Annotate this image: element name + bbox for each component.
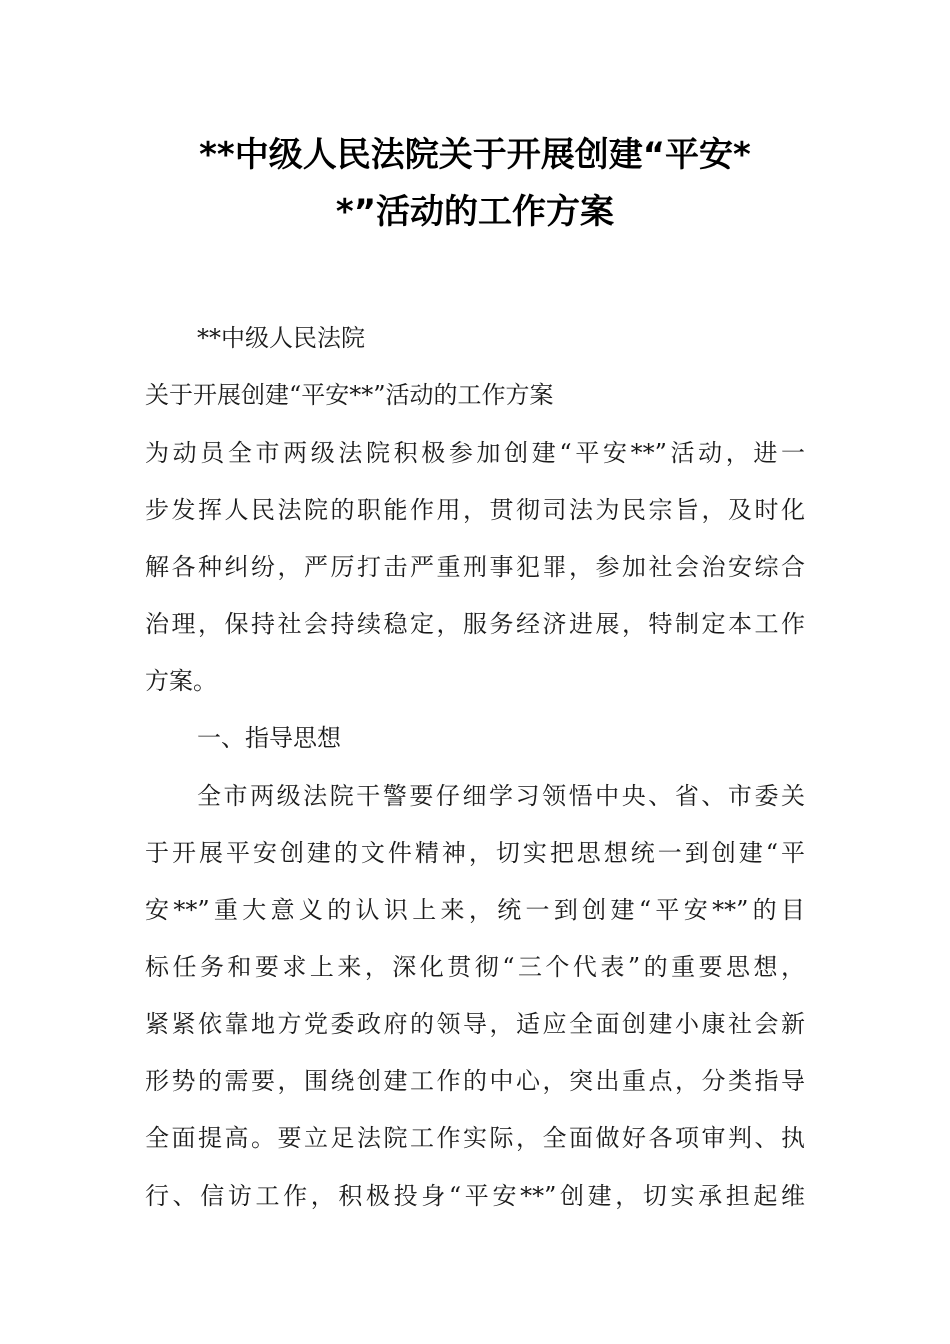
body-text-line: 于开展平安创建的文件精神，切实把思想统一到创建“平 xyxy=(145,839,805,867)
document-title-line-2: *”活动的工作方案 xyxy=(335,192,615,232)
issuer-line: **中级人民法院 xyxy=(197,324,365,352)
body-text-line: 解各种纠纷，严厉打击严重刑事犯罪，参加社会治安综合 xyxy=(145,553,805,581)
body-text-line: 治理，保持社会持续稳定，服务经济进展，特制定本工作 xyxy=(145,610,805,638)
body-text-line: 方案。 xyxy=(145,667,217,695)
body-text-line: 形势的需要，围绕创建工作的中心，突出重点，分类指导 xyxy=(145,1067,805,1095)
section-heading: 一、指导思想 xyxy=(197,724,341,752)
body-text-line: 紧紧依靠地方党委政府的领导，适应全面创建小康社会新 xyxy=(145,1010,805,1038)
body-text-line: 安**”重大意义的认识上来，统一到创建“平安**”的目 xyxy=(145,896,805,924)
body-text-line: 全市两级法院干警要仔细学习领悟中央、省、市委关 xyxy=(197,782,805,810)
subtitle-line: 关于开展创建“平安**”活动的工作方案 xyxy=(145,381,554,409)
document-title-line-1: **中级人民法院关于开展创建“平安* xyxy=(199,135,751,175)
body-text-line: 标任务和要求上来，深化贯彻“三个代表”的重要思想， xyxy=(145,953,805,981)
body-text-line: 全面提高。要立足法院工作实际，全面做好各项审判、执 xyxy=(145,1124,805,1152)
body-text-line: 为动员全市两级法院积极参加创建“平安**”活动，进一 xyxy=(145,439,805,467)
body-text-line: 步发挥人民法院的职能作用，贯彻司法为民宗旨，及时化 xyxy=(145,496,805,524)
body-text-line: 行、信访工作，积极投身“平安**”创建，切实承担起维 xyxy=(145,1182,805,1210)
